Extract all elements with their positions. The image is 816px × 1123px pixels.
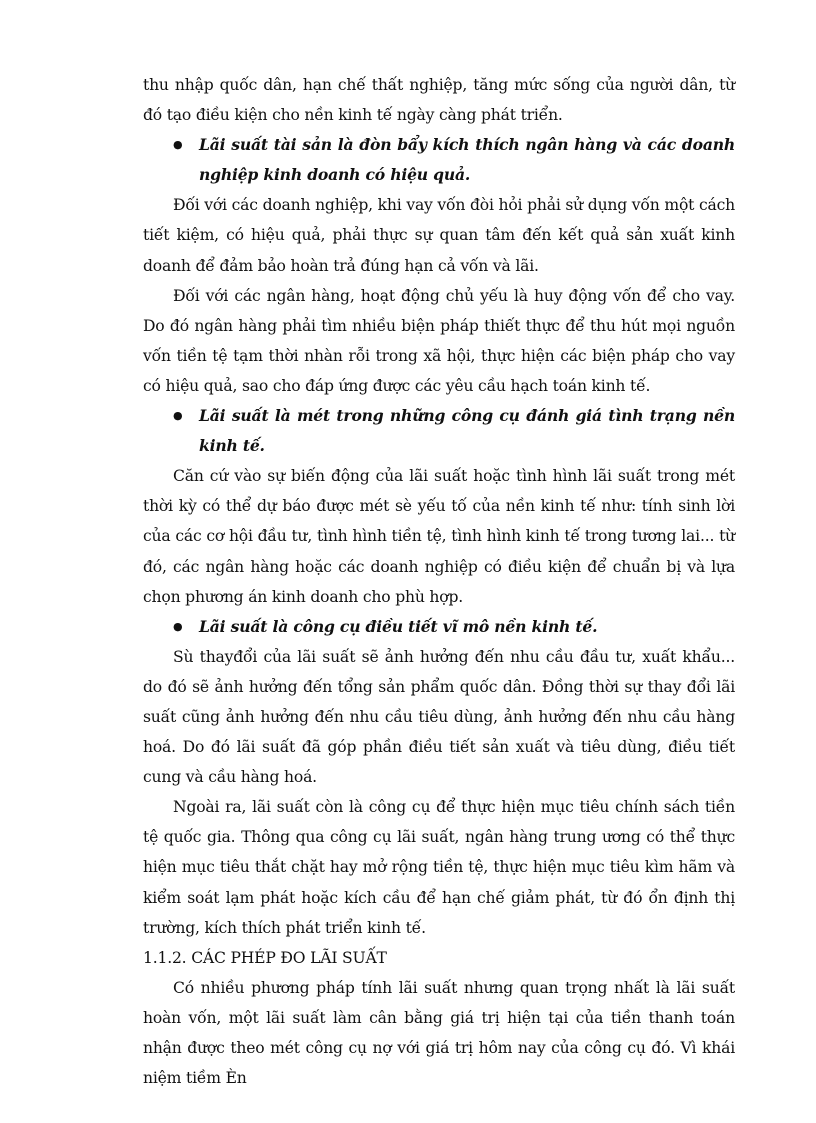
paragraph-demand-effects: Sù thayđổi của lãi suất sẽ ảnh hưởng đến nhu cầu đầu tư, xuất khẩu... do đó sẽ ảnh hưởng đến tổng sản phẩm quốc dân. Đồng thời sự thay đổi lãi suất cũng ảnh hưởng đến nhu cầu tiêu dùng, ảnh hưởng đến nhu cầu hàng hoá. Do đó lãi suất đã góp phần điều tiết sản xuất và tiêu dùng, điều tiết cung và cầu hàng hoá. <box>143 647 735 787</box>
bullet-item-evaluation-tool <box>143 401 735 461</box>
paragraph-banks: Đối với các ngân hàng, hoạt động chủ yếu là huy động vốn để cho vay. Do đó ngân hàng phải tìm nhiều biện pháp thiết thực để thu hút mọi nguồn vốn tiền tệ tạm thời nhàn rỗi trong xã hội, thực hiện các biện pháp cho vay có hiệu quả, sao cho đáp ứng được các yêu cầu hạch toán kinh tế. <box>143 286 735 395</box>
paragraph-monetary-policy: Ngoài ra, lãi suất còn là công cụ để thực hiện mục tiêu chính sách tiền tệ quốc gia. Thông qua công cụ lãi suất, ngân hàng trung ương có thể thực hiện mục tiêu thắt chặt hay mở rộng tiền tệ, thực hiện mục tiêu kìm hãm và kiểm soát lạm phát hoặc kích cầu để hạn chế giảm phát, từ đó ổn định thị trường, kích thích phát triển kinh tế. <box>143 798 735 937</box>
bullet-text: Lãi suất là mét trong những công cụ đánh giá tình trạng nền kinh tế. <box>199 406 735 456</box>
page-body <box>143 70 735 1093</box>
bullet-item-leverage <box>143 130 735 190</box>
bullet-text: Lãi suất tài sản là đòn bẩy kích thích ngân hàng và các doanh nghiệp kinh doanh có hiệu quả. <box>199 135 735 185</box>
bullet-icon: ● <box>173 619 183 633</box>
paragraph-forecast: Căn cứ vào sự biến động của lãi suất hoặc tình hình lãi suất trong mét thời kỳ có thể dự báo được mét sè yếu tố của nền kinh tế như: tính sinh lời của các cơ hội đầu tư, tình hình tiền tệ, tình hình kinh tế trong tương lai... từ đó, các ngân hàng hoặc các doanh nghiệp có điều kiện để chuẩn bị và lựa chọn phương án kinh doanh cho phù hợp. <box>143 467 735 606</box>
bullet-icon: ● <box>173 409 183 423</box>
section-heading: 1.1.2. CÁC PHÉP ĐO LÃI SUẤT <box>143 948 387 967</box>
bullet-item-macro-regulation <box>143 612 735 642</box>
paragraph-enterprises: Đối với các doanh nghiệp, khi vay vốn đòi hỏi phải sử dụng vốn một cách tiết kiệm, có hiệu quả, phải thực sự quan tâm đến kết quả sản xuất kinh doanh để đảm bảo hoàn trả đúng hạn cả vốn và lãi. <box>143 196 735 275</box>
paragraph-measurement: Có nhiều phương pháp tính lãi suất nhưng quan trọng nhất là lãi suất hoàn vốn, một lãi suất làm cân bằng giá trị hiện tại của tiền thanh toán nhận được theo mét công cụ nợ với giá trị hôm nay của công cụ đó. Vì khái niệm tiềm Èn <box>143 978 735 1088</box>
bullet-icon: ● <box>173 138 183 152</box>
paragraph-continuation: thu nhập quốc dân, hạn chế thất nghiệp, tăng mức sống của người dân, từ đó tạo điều kiện cho nền kinh tế ngày càng phát triển. <box>143 76 735 125</box>
bullet-text: Lãi suất là công cụ điều tiết vĩ mô nền kinh tế. <box>199 616 598 636</box>
